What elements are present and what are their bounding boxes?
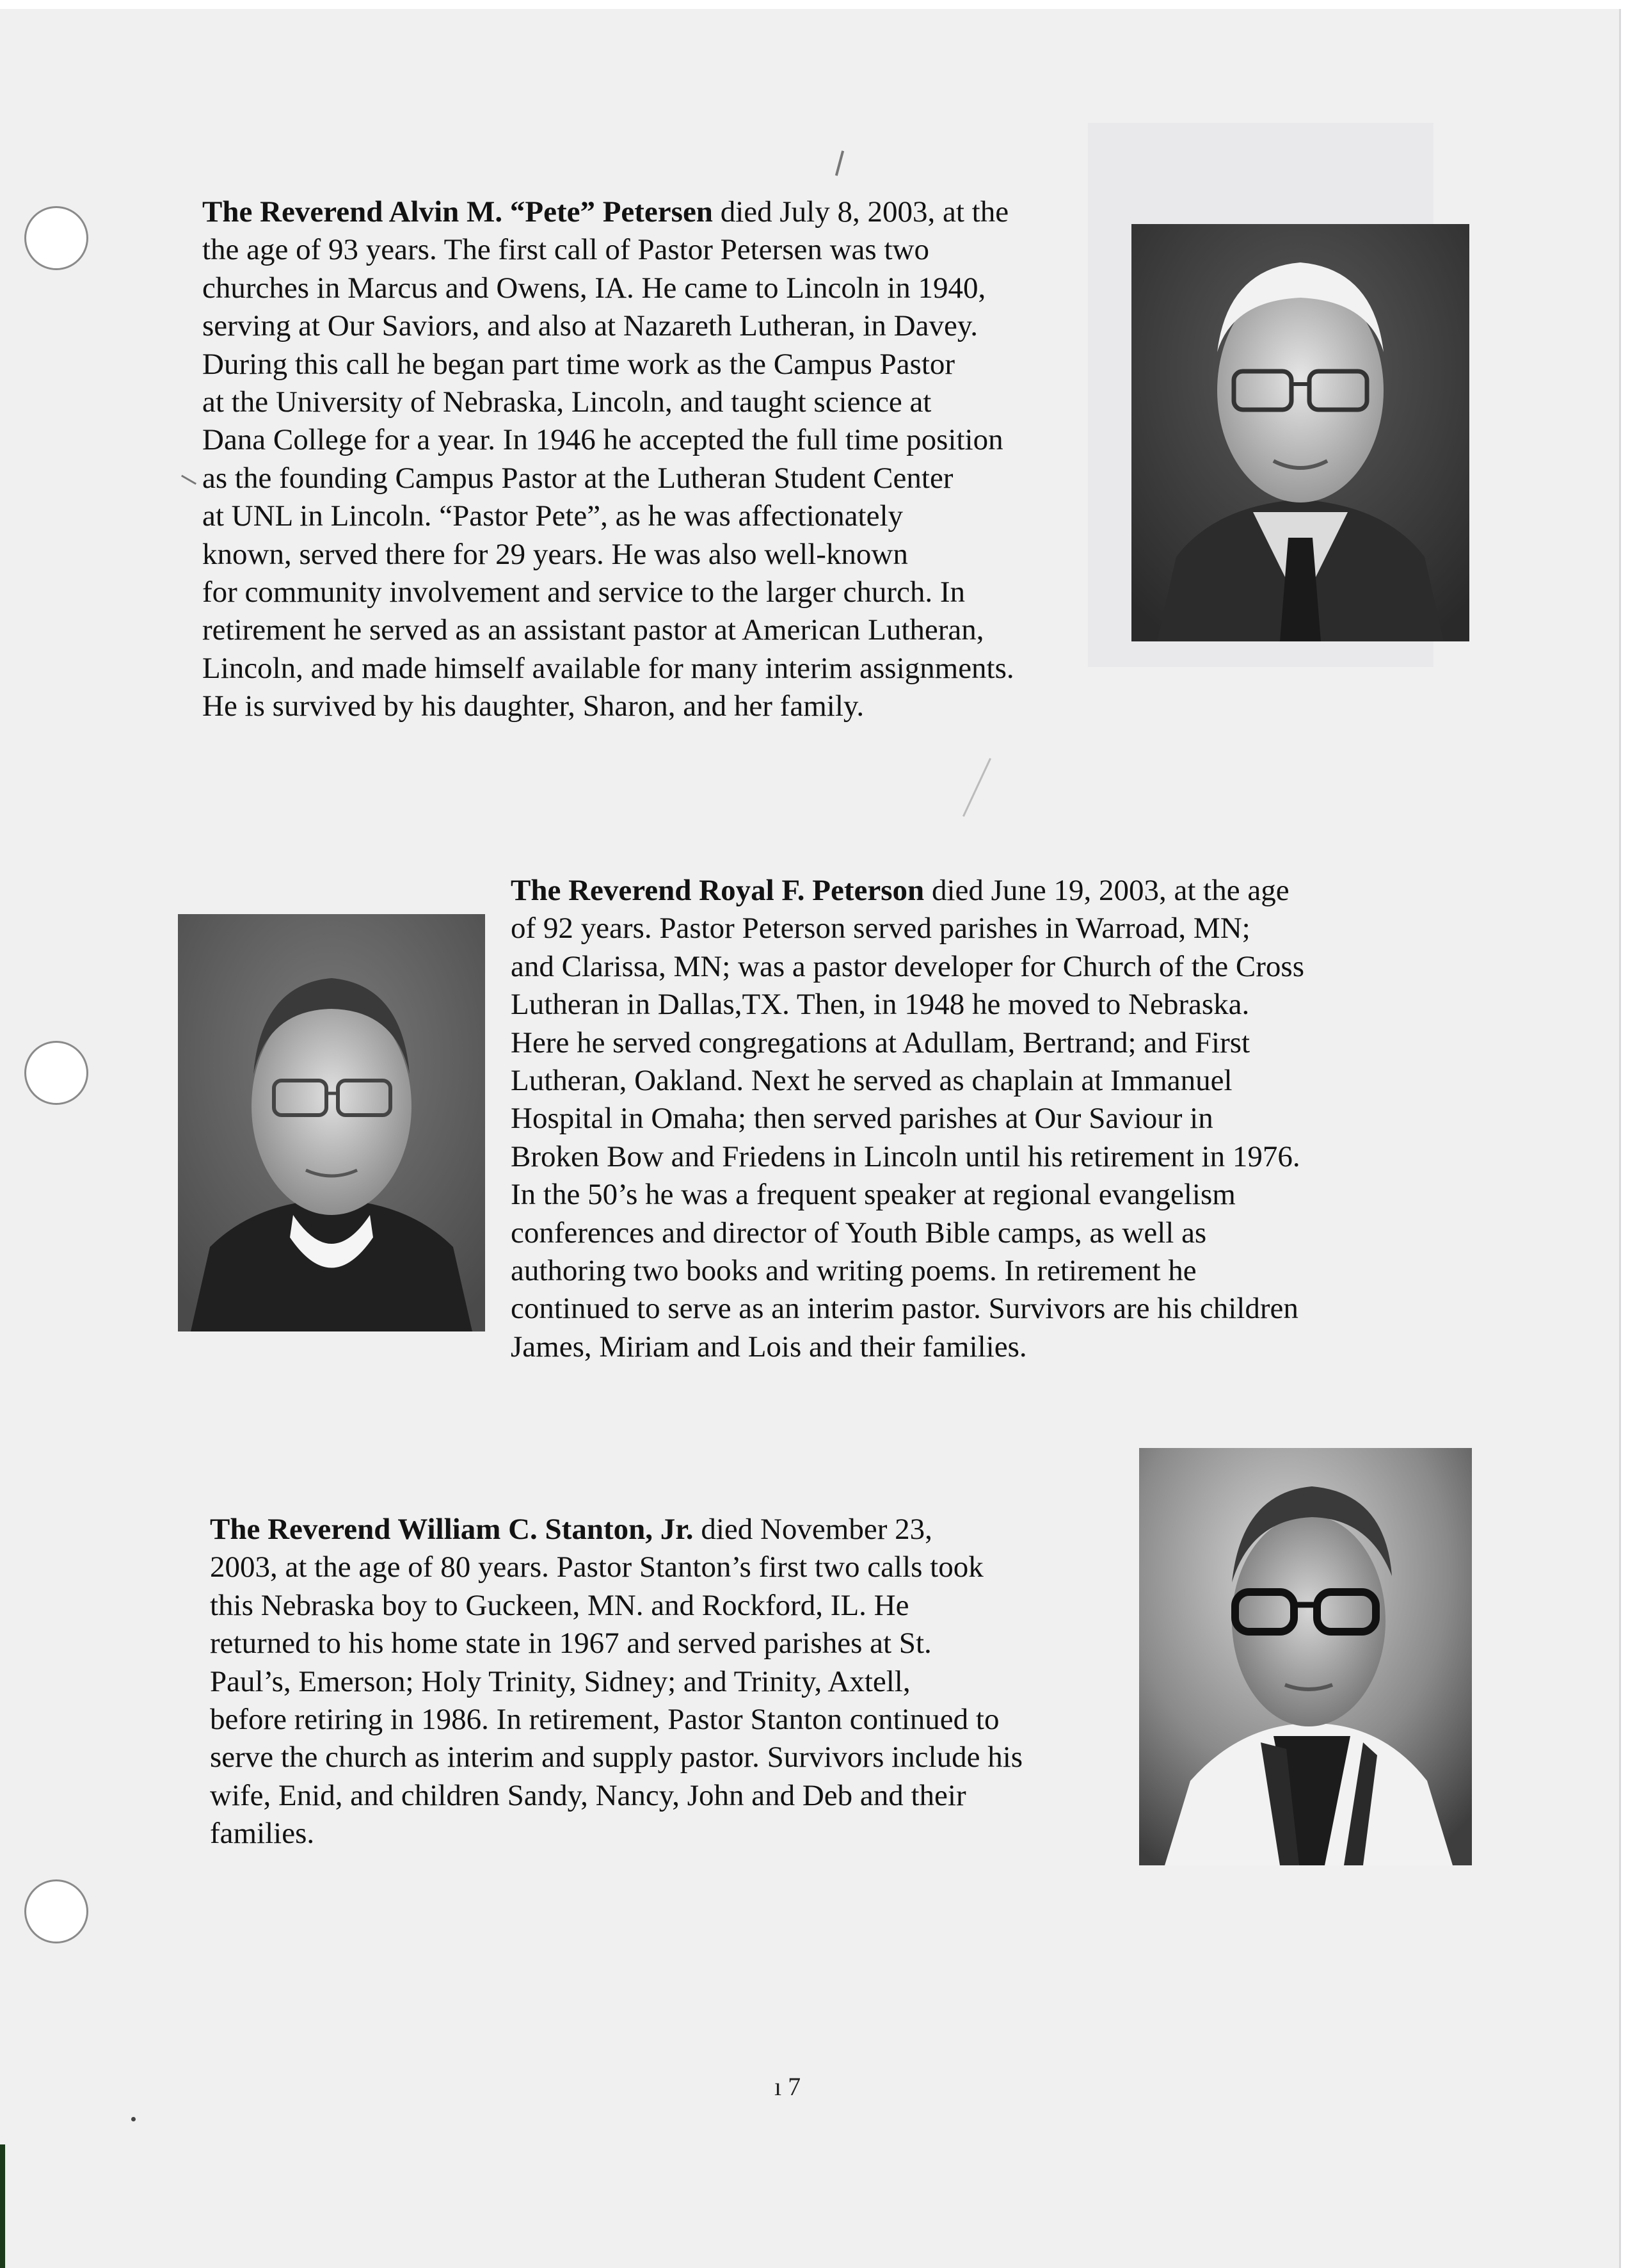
obituary-line: for community involvement and service to the larger church. In xyxy=(202,575,966,609)
page-number: ı 7 xyxy=(774,2072,801,2101)
obituary-line: and Clarissa, MN; was a pastor developer for Church of the Cross xyxy=(511,949,1304,983)
obituary-line: Hospital in Omaha; then served parishes at Our Saviour in xyxy=(511,1102,1213,1136)
obituary-first-line: The Reverend Royal F. Peterson died June 19, 2003, at the age xyxy=(511,874,1290,907)
scan-speck xyxy=(131,2117,136,2121)
obituary-line: authoring two books and writing poems. In retirement he xyxy=(511,1254,1197,1288)
obituary-line: conferences and director of Youth Bible camps, as well as xyxy=(511,1216,1207,1250)
scan-edge-strip xyxy=(0,2144,5,2268)
portrait-illustration xyxy=(178,914,485,1331)
portrait-illustration xyxy=(1139,1448,1472,1865)
obituary-line: families. xyxy=(210,1817,315,1851)
obituary-line: before retiring in 1986. In retirement, Pastor Stanton continued to xyxy=(210,1703,1000,1737)
binder-hole-bottom xyxy=(24,1879,88,1943)
obituary-line: as the founding Campus Pastor at the Lutheran Student Center xyxy=(202,461,954,495)
obituary-line: Lutheran in Dallas,TX. Then, in 1948 he moved to Nebraska. xyxy=(511,988,1250,1022)
obituary-line: Dana College for a year. In 1946 he accepted the full time position xyxy=(202,423,1003,457)
obituary-line: of 92 years. Pastor Peterson served parishes in Warroad, MN; xyxy=(511,912,1250,945)
obituary-peterson xyxy=(511,872,1304,1366)
obituary-first-line: The Reverend William C. Stanton, Jr. died November 23, xyxy=(210,1513,932,1546)
obituary-stanton xyxy=(210,1511,1023,1853)
portrait-illustration xyxy=(1131,224,1469,641)
binder-hole-middle xyxy=(24,1041,88,1105)
obituary-line: Here he served congregations at Adullam, Bertrand; and First xyxy=(511,1025,1250,1059)
binder-hole-top xyxy=(24,206,88,270)
obituary-petersen xyxy=(202,193,1014,726)
obituary-line: retirement he served as an assistant pastor at American Lutheran, xyxy=(202,613,984,647)
obituary-name: The Reverend Alvin M. “Pete” Petersen xyxy=(202,195,713,229)
scan-speck xyxy=(835,150,844,176)
obituary-line: returned to his home state in 1967 and served parishes at St. xyxy=(210,1627,932,1661)
portrait-photo-stanton xyxy=(1139,1448,1472,1865)
obituary-line: serving at Our Saviors, and also at Nazareth Lutheran, in Davey. xyxy=(202,309,978,343)
obituary-line: Broken Bow and Friedens in Lincoln until his retirement in 1976. xyxy=(511,1139,1300,1173)
obituary-first-line: The Reverend Alvin M. “Pete” Petersen died July 8, 2003, at the xyxy=(202,195,1009,229)
obituary-line: churches in Marcus and Owens, IA. He came to Lincoln in 1940, xyxy=(202,271,986,305)
obituary-line: this Nebraska boy to Guckeen, MN. and Rockford, IL. He xyxy=(210,1588,909,1622)
obituary-line: the age of 93 years. The first call of Pastor Petersen was two xyxy=(202,233,929,267)
obituary-line: In the 50’s he was a frequent speaker at regional evangelism xyxy=(511,1178,1236,1212)
obituary-line: He is survived by his daughter, Sharon, and her family. xyxy=(202,689,865,723)
obituary-line: 2003, at the age of 80 years. Pastor Stanton’s first two calls took xyxy=(210,1550,984,1584)
obituary-line: at UNL in Lincoln. “Pastor Pete”, as he was affectionately xyxy=(202,499,903,533)
obituary-line: James, Miriam and Lois and their families. xyxy=(511,1330,1027,1363)
scan-speck xyxy=(962,758,991,817)
obituary-line: Lincoln, and made himself available for many interim assignments. xyxy=(202,651,1014,685)
obituary-line: During this call he began part time work as the Campus Pastor xyxy=(202,347,955,381)
portrait-photo-peterson xyxy=(178,914,485,1331)
obituary-line: Lutheran, Oakland. Next he served as chaplain at Immanuel xyxy=(511,1064,1233,1098)
obituary-line: continued to serve as an interim pastor. Survivors are his children xyxy=(511,1292,1298,1326)
pen-mark xyxy=(181,475,196,485)
obituary-line: Paul’s, Emerson; Holy Trinity, Sidney; and Trinity, Axtell, xyxy=(210,1664,911,1698)
obituary-line: serve the church as interim and supply pastor. Survivors include his xyxy=(210,1741,1023,1774)
portrait-photo-petersen xyxy=(1131,224,1469,641)
obituary-line: known, served there for 29 years. He was also well-known xyxy=(202,537,908,571)
obituary-line: at the University of Nebraska, Lincoln, and taught science at xyxy=(202,385,932,419)
obituary-line: wife, Enid, and children Sandy, Nancy, John and Deb and their xyxy=(210,1778,966,1812)
scan-top-edge xyxy=(0,0,1637,9)
obituary-name: The Reverend William C. Stanton, Jr. xyxy=(210,1513,694,1546)
obituary-name: The Reverend Royal F. Peterson xyxy=(511,874,925,907)
